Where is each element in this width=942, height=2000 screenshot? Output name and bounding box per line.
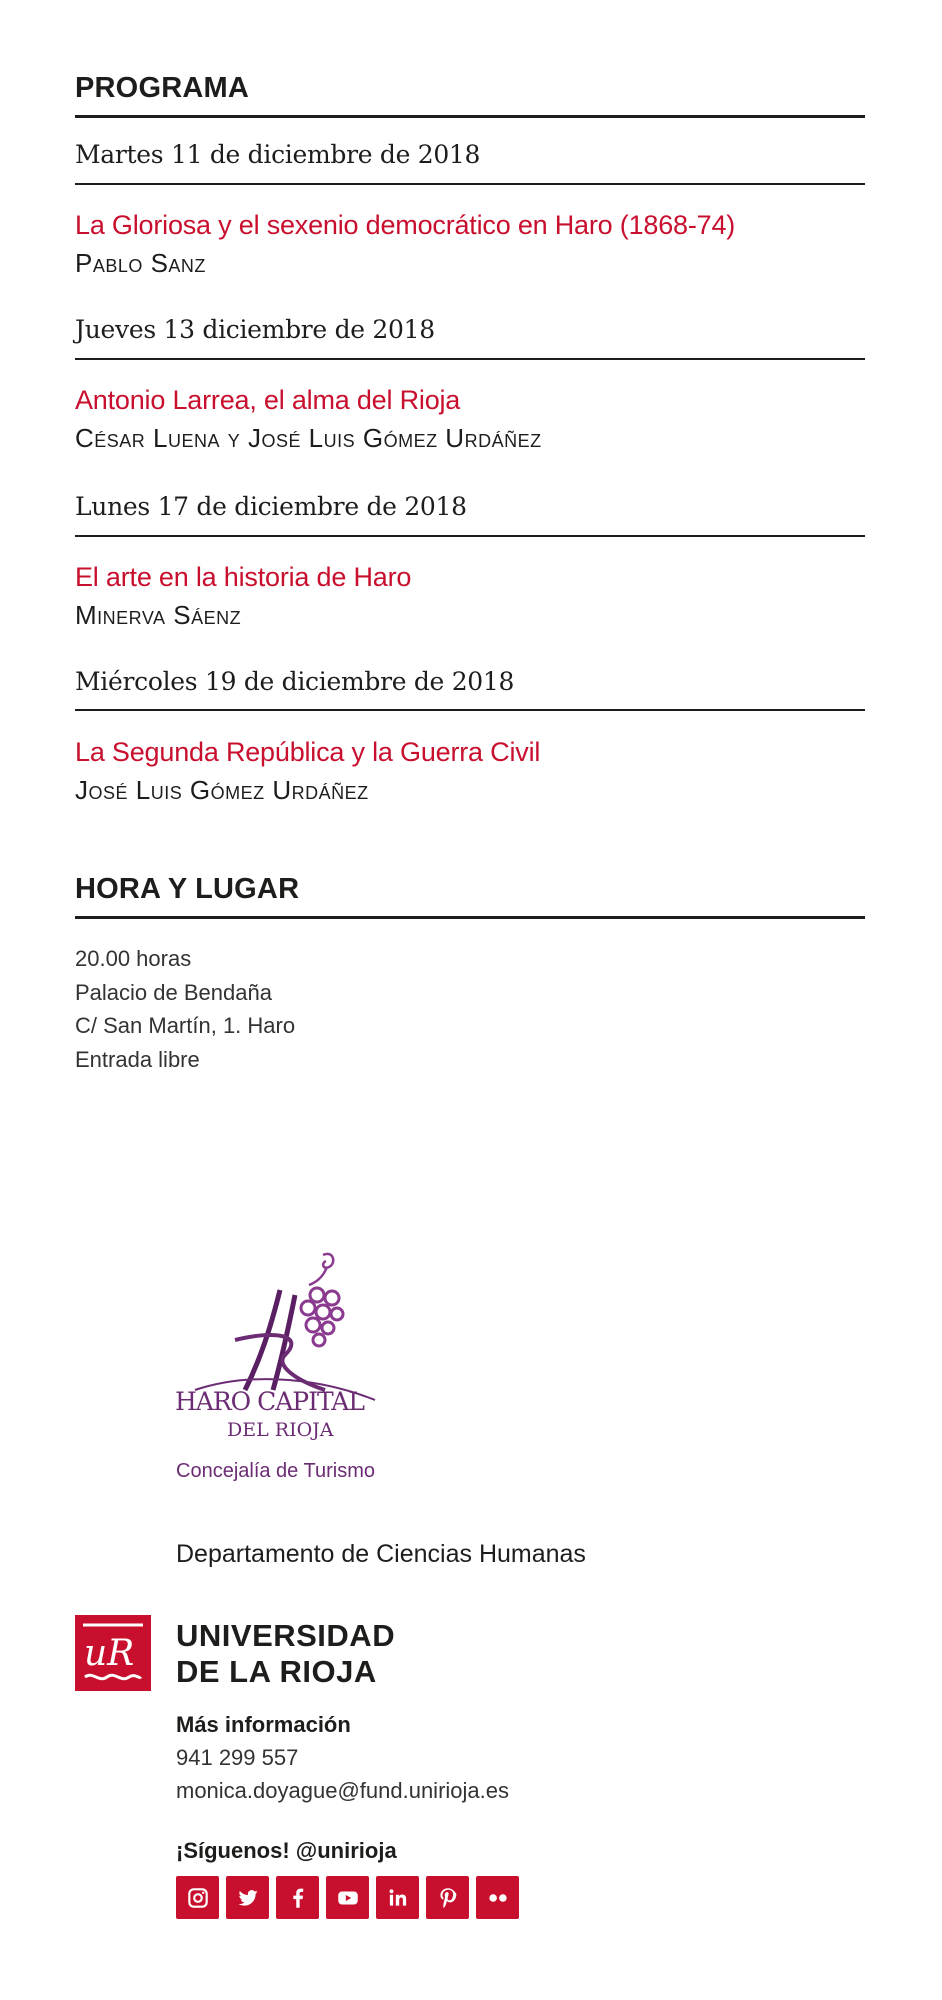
event-speaker: Pablo Sanz <box>75 248 206 278</box>
twitter-icon[interactable] <box>226 1876 269 1919</box>
university-logo <box>75 1615 151 1691</box>
programa-heading: PROGRAMA <box>75 72 249 104</box>
event-speaker: Minerva Sáenz <box>75 600 242 630</box>
date-rule <box>75 709 865 711</box>
more-info-heading: Más información <box>176 1712 351 1737</box>
ur-monogram-icon <box>75 1615 151 1691</box>
date-rule <box>75 535 865 537</box>
email-link[interactable]: monica.doyague@fund.unirioja.es <box>176 1778 509 1803</box>
haro-logo-text-1: HARO CAPITAL <box>175 1387 364 1416</box>
phone-number[interactable]: 941 299 557 <box>176 1745 299 1770</box>
flickr-icon[interactable] <box>476 1876 519 1919</box>
university-name-line2: DE LA RIOJA <box>176 1654 377 1689</box>
event-title: Antonio Larrea, el alma del Rioja <box>75 385 461 415</box>
event-date: Miércoles 19 de diciembre de 2018 <box>75 667 515 696</box>
linkedin-icon[interactable] <box>376 1876 419 1919</box>
social-icons <box>176 1876 519 1919</box>
venue-text: Palacio de Bendaña <box>75 980 272 1005</box>
event-speaker: José Luis Gómez Urdáñez <box>75 775 369 805</box>
date-rule <box>75 183 865 185</box>
haro-logo-text-2: DEL RIOJA <box>227 1419 334 1441</box>
date-rule <box>75 358 865 360</box>
follow-text: ¡Síguenos! @unirioja <box>176 1838 397 1863</box>
event-date: Lunes 17 de diciembre de 2018 <box>75 492 467 521</box>
programa-rule <box>75 115 865 118</box>
time-text: 20.00 horas <box>75 946 192 971</box>
university-name-line1: UNIVERSIDAD <box>176 1618 396 1653</box>
youtube-icon[interactable] <box>326 1876 369 1919</box>
haro-capital-logo <box>175 1250 395 1450</box>
event-date: Martes 11 de diciembre de 2018 <box>75 140 481 169</box>
department-name: Departamento de Ciencias Humanas <box>176 1540 586 1568</box>
event-title: El arte en la historia de Haro <box>75 562 412 592</box>
event-speaker: César Luena y José Luis Gómez Urdáñez <box>75 423 542 453</box>
facebook-icon[interactable] <box>276 1876 319 1919</box>
instagram-icon[interactable] <box>176 1876 219 1919</box>
event-title: La Gloriosa y el sexenio democrático en Haro (1868-74) <box>75 210 736 240</box>
hora-lugar-rule <box>75 916 865 919</box>
svg-text:uR: uR <box>84 1633 135 1674</box>
grapes-icon <box>175 1250 395 1450</box>
event-date: Jueves 13 diciembre de 2018 <box>75 315 435 344</box>
pinterest-icon[interactable] <box>426 1876 469 1919</box>
event-title: La Segunda República y la Guerra Civil <box>75 737 541 767</box>
concejalia-caption: Concejalía de Turismo <box>176 1460 375 1482</box>
hora-lugar-heading: HORA Y LUGAR <box>75 873 300 905</box>
address-text: C/ San Martín, 1. Haro <box>75 1013 296 1038</box>
entry-text: Entrada libre <box>75 1047 200 1072</box>
